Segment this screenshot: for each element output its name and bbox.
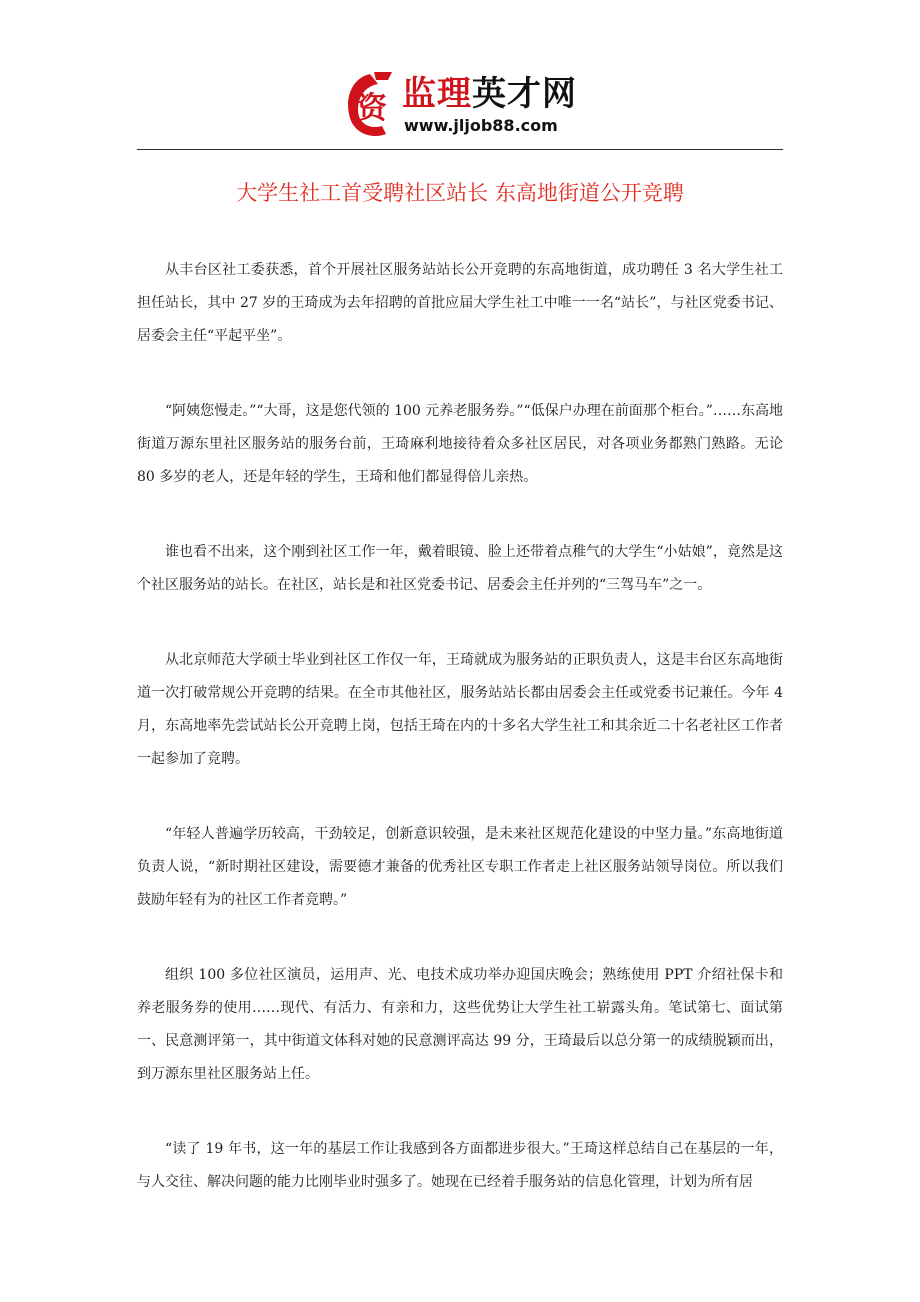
site-logo [340, 66, 600, 142]
article-paragraph: “年轻人普遍学历较高，干劲较足，创新意识较强，是未来社区规范化建设的中坚力量。”东高地街道负责人说，“新时期社区建设，需要德才兼备的优秀社区专职工作者走上社区服务站领导岗位。所以我们鼓励年轻有为的社区工作者竞聘。” [137, 826, 783, 908]
article-body [137, 254, 783, 1241]
logo-name-part1: 监理 [402, 74, 472, 114]
article-paragraph: 从北京师范大学硕士毕业到社区工作仅一年，王琦就成为服务站的正职负责人，这是丰台区东高地街道一次打破常规公开竞聘的结果。在全市其他社区，服务站站长都由居委会主任或党委书记兼任。今年 4 月，东高地率先尝试站长公开竞聘上岗，包括王琦在内的十多名大学生社工和其余近二十名老社区工作者一起参加了竞聘。 [137, 652, 783, 767]
logo-name-part2: 英才网 [472, 74, 577, 114]
article-paragraph: “读了 19 年书，这一年的基层工作让我感到各方面都进步很大。”王琦这样总结自己在基层的一年，与人交往、解决问题的能力比刚毕业时强多了。她现在已经着手服务站的信息化管理，计划为所有居 [137, 1141, 783, 1190]
article-paragraph: 组织 100 多位社区演员，运用声、光、电技术成功举办迎国庆晚会；熟练使用 PPT 介绍社保卡和养老服务券的使用……现代、有活力、有亲和力，这些优势让大学生社工崭露头角。笔试第七、面试第一、民意测评第一，其中街道文体科对她的民意测评高达 99 分，王琦最后以总分第一的成绩脱颖而出，到万源东里社区服务站上任。 [137, 967, 783, 1082]
logo-mark-char: 资 [357, 91, 387, 126]
article-paragraph: “阿姨您慢走。”“大哥，这是您代领的 100 元养老服务券。”“低保户办理在前面那个柜台。”……东高地街道万源东里社区服务站的服务台前，王琦麻利地接待着众多社区居民，对各项业务都熟门熟路。无论 80 多岁的老人，还是年轻的学生，王琦和他们都显得倍儿亲热。 [137, 403, 783, 485]
article-paragraph: 谁也看不出来，这个刚到社区工作一年，戴着眼镜、脸上还带着点稚气的大学生“小姑娘”，竟然是这个社区服务站的站长。在社区，站长是和社区党委书记、居委会主任并列的“三驾马车”之一。 [137, 544, 783, 593]
article-title: 大学生社工首受聘社区站长 东高地街道公开竞聘 [236, 181, 684, 205]
logo-name [402, 74, 577, 114]
header-divider [137, 149, 783, 150]
logo-mark-icon [340, 68, 404, 142]
logo-url: www.jljob88.com [404, 116, 558, 135]
article-paragraph: 从丰台区社工委获悉，首个开展社区服务站站长公开竞聘的东高地街道，成功聘任 3 名大学生社工担任站长，其中 27 岁的王琦成为去年招聘的首批应届大学生社工中唯一一名“站长”，与社区党委书记、居委会主任“平起平坐”。 [137, 262, 783, 344]
